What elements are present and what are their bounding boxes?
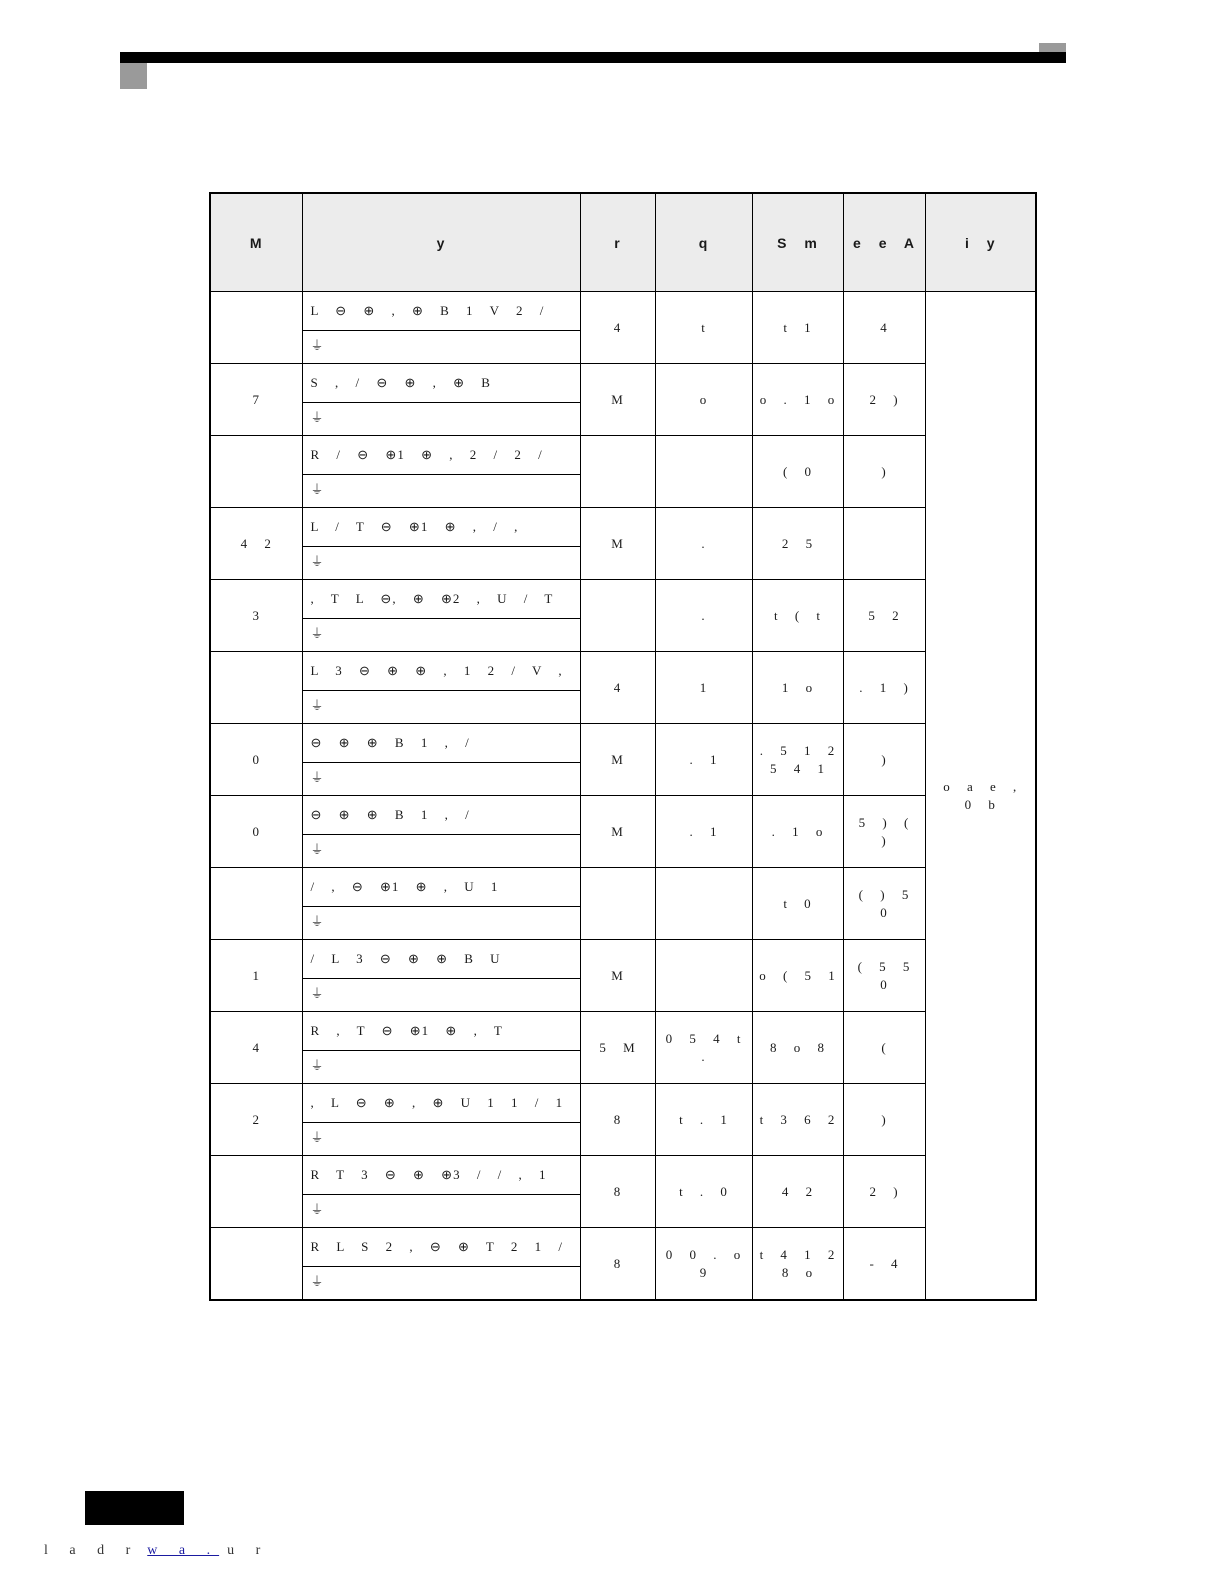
recommended-cell: . 1 ) <box>843 652 925 724</box>
wire-size-cell: ( 0 <box>752 436 843 508</box>
terminal-cell: R T 3 ⊖ ⊕ ⊕3 / / , 1 <box>302 1156 580 1195</box>
wiring-spec-table <box>209 192 1037 1301</box>
col-header-recommended: e e A <box>843 193 925 292</box>
screw-cell: 5 M <box>580 1012 655 1084</box>
torque-cell: 1 <box>655 652 752 724</box>
model-cell <box>210 1156 302 1228</box>
ground-terminal-cell: ⏚ <box>302 475 580 508</box>
screw-cell: M <box>580 364 655 436</box>
recommended-cell: 5 ) ( ) <box>843 796 925 868</box>
torque-cell <box>655 868 752 940</box>
table-row <box>210 1084 1036 1123</box>
model-cell: 4 <box>210 1012 302 1084</box>
model-cell <box>210 868 302 940</box>
model-cell: 7 <box>210 364 302 436</box>
wire-size-cell: . 5 1 2 5 4 1 <box>752 724 843 796</box>
model-cell: 0 <box>210 796 302 868</box>
ground-terminal-cell: ⏚ <box>302 835 580 868</box>
terminal-cell: L 3 ⊖ ⊕ ⊕ , 1 2 / V , <box>302 652 580 691</box>
model-cell: 2 <box>210 1084 302 1156</box>
screw-cell: M <box>580 724 655 796</box>
col-header-screw: r <box>580 193 655 292</box>
terminal-cell: L / T ⊖ ⊕1 ⊕ , / , <box>302 508 580 547</box>
model-cell: 0 <box>210 724 302 796</box>
torque-cell <box>655 940 752 1012</box>
terminal-cell: L ⊖ ⊕ , ⊕ B 1 V 2 / <box>302 292 580 331</box>
recommended-cell: 4 <box>843 292 925 364</box>
footer-right: u r <box>227 1543 270 1558</box>
screw-cell: M <box>580 796 655 868</box>
col-header-torque: q <box>655 193 752 292</box>
torque-cell: t . 1 <box>655 1084 752 1156</box>
terminal-cell: / L 3 ⊖ ⊕ ⊕ B U <box>302 940 580 979</box>
torque-cell: o <box>655 364 752 436</box>
wire-size-cell: 2 5 <box>752 508 843 580</box>
table-row <box>210 724 1036 763</box>
recommended-cell: - 4 <box>843 1228 925 1301</box>
recommended-cell: ) <box>843 436 925 508</box>
torque-cell: . <box>655 508 752 580</box>
header-bar <box>120 52 1066 63</box>
model-cell <box>210 436 302 508</box>
table-row <box>210 436 1036 475</box>
ground-terminal-cell: ⏚ <box>302 1267 580 1301</box>
screw-cell: 4 <box>580 292 655 364</box>
table-row <box>210 1012 1036 1051</box>
terminal-cell: , T L ⊖, ⊕ ⊕2 , U / T <box>302 580 580 619</box>
screw-cell <box>580 436 655 508</box>
model-cell: 3 <box>210 580 302 652</box>
table-row <box>210 868 1036 907</box>
table-row <box>210 940 1036 979</box>
ground-terminal-cell: ⏚ <box>302 907 580 940</box>
wire-size-cell: 1 o <box>752 652 843 724</box>
terminal-cell: / , ⊖ ⊕1 ⊕ , U 1 <box>302 868 580 907</box>
page-number-badge <box>85 1491 184 1525</box>
terminal-cell: R / ⊖ ⊕1 ⊕ , 2 / 2 / <box>302 436 580 475</box>
model-cell <box>210 292 302 364</box>
wire-size-cell: t 4 1 2 8 o <box>752 1228 843 1301</box>
terminal-cell: , L ⊖ ⊕ , ⊕ U 1 1 / 1 <box>302 1084 580 1123</box>
screw-cell <box>580 868 655 940</box>
table-row <box>210 508 1036 547</box>
table-row <box>210 1156 1036 1195</box>
ground-terminal-cell: ⏚ <box>302 547 580 580</box>
col-header-model: M <box>210 193 302 292</box>
recommended-cell: ) <box>843 724 925 796</box>
torque-cell: . 1 <box>655 796 752 868</box>
torque-cell: 0 5 4 t . <box>655 1012 752 1084</box>
footer-left: l a d r <box>44 1543 140 1558</box>
col-header-wire-size: S m <box>752 193 843 292</box>
recommended-cell: 5 2 <box>843 580 925 652</box>
table-row <box>210 364 1036 403</box>
terminal-cell: ⊖ ⊕ ⊕ B 1 , / <box>302 724 580 763</box>
ground-terminal-cell: ⏚ <box>302 1051 580 1084</box>
table-row <box>210 1228 1036 1267</box>
model-cell: 4 2 <box>210 508 302 580</box>
table-header-row <box>210 193 1036 292</box>
screw-cell: M <box>580 940 655 1012</box>
wire-size-cell: 4 2 <box>752 1156 843 1228</box>
wire-size-cell: t 3 6 2 <box>752 1084 843 1156</box>
wire-size-cell: o ( 5 1 <box>752 940 843 1012</box>
recommended-cell: 2 ) <box>843 364 925 436</box>
torque-cell: t . 0 <box>655 1156 752 1228</box>
model-cell: 1 <box>210 940 302 1012</box>
terminal-cell: R L S 2 , ⊖ ⊕ T 2 1 / <box>302 1228 580 1267</box>
screw-cell: 4 <box>580 652 655 724</box>
table-row <box>210 580 1036 619</box>
model-cell <box>210 652 302 724</box>
ground-terminal-cell: ⏚ <box>302 691 580 724</box>
torque-cell: . <box>655 580 752 652</box>
wire-size-cell: 8 o 8 <box>752 1012 843 1084</box>
table-row <box>210 292 1036 331</box>
torque-cell: . 1 <box>655 724 752 796</box>
screw-cell: 8 <box>580 1084 655 1156</box>
recommended-cell: ( 5 5 0 <box>843 940 925 1012</box>
screw-cell: 8 <box>580 1156 655 1228</box>
recommended-cell: ( <box>843 1012 925 1084</box>
ground-terminal-cell: ⏚ <box>302 619 580 652</box>
terminal-cell: ⊖ ⊕ ⊕ B 1 , / <box>302 796 580 835</box>
wire-size-cell: t ( t <box>752 580 843 652</box>
recommended-cell <box>843 508 925 580</box>
table-row <box>210 652 1036 691</box>
torque-cell <box>655 436 752 508</box>
footer-link[interactable]: w a . <box>147 1543 220 1558</box>
col-header-terminal: y <box>302 193 580 292</box>
ground-terminal-cell: ⏚ <box>302 763 580 796</box>
ground-terminal-cell: ⏚ <box>302 331 580 364</box>
terminal-cell: R , T ⊖ ⊕1 ⊕ , T <box>302 1012 580 1051</box>
ground-terminal-cell: ⏚ <box>302 1195 580 1228</box>
recommended-cell: ) <box>843 1084 925 1156</box>
col-header-type: i y <box>925 193 1036 292</box>
torque-cell: t <box>655 292 752 364</box>
torque-cell: 0 0 . o 9 <box>655 1228 752 1301</box>
wire-size-cell: t 0 <box>752 868 843 940</box>
screw-cell: M <box>580 508 655 580</box>
wire-size-cell: . 1 o <box>752 796 843 868</box>
ground-terminal-cell: ⏚ <box>302 979 580 1012</box>
remarks-cell: o a e , 0 b <box>925 292 1036 1301</box>
ground-terminal-cell: ⏚ <box>302 1123 580 1156</box>
screw-cell <box>580 580 655 652</box>
footer <box>44 1543 269 1559</box>
recommended-cell: 2 ) <box>843 1156 925 1228</box>
screw-cell: 8 <box>580 1228 655 1301</box>
wire-size-cell: t 1 <box>752 292 843 364</box>
terminal-cell: S , / ⊖ ⊕ , ⊕ B <box>302 364 580 403</box>
table-row <box>210 796 1036 835</box>
ground-terminal-cell: ⏚ <box>302 403 580 436</box>
wire-size-cell: o . 1 o <box>752 364 843 436</box>
recommended-cell: ( ) 5 0 <box>843 868 925 940</box>
model-cell <box>210 1228 302 1301</box>
chapter-tab <box>120 63 147 89</box>
